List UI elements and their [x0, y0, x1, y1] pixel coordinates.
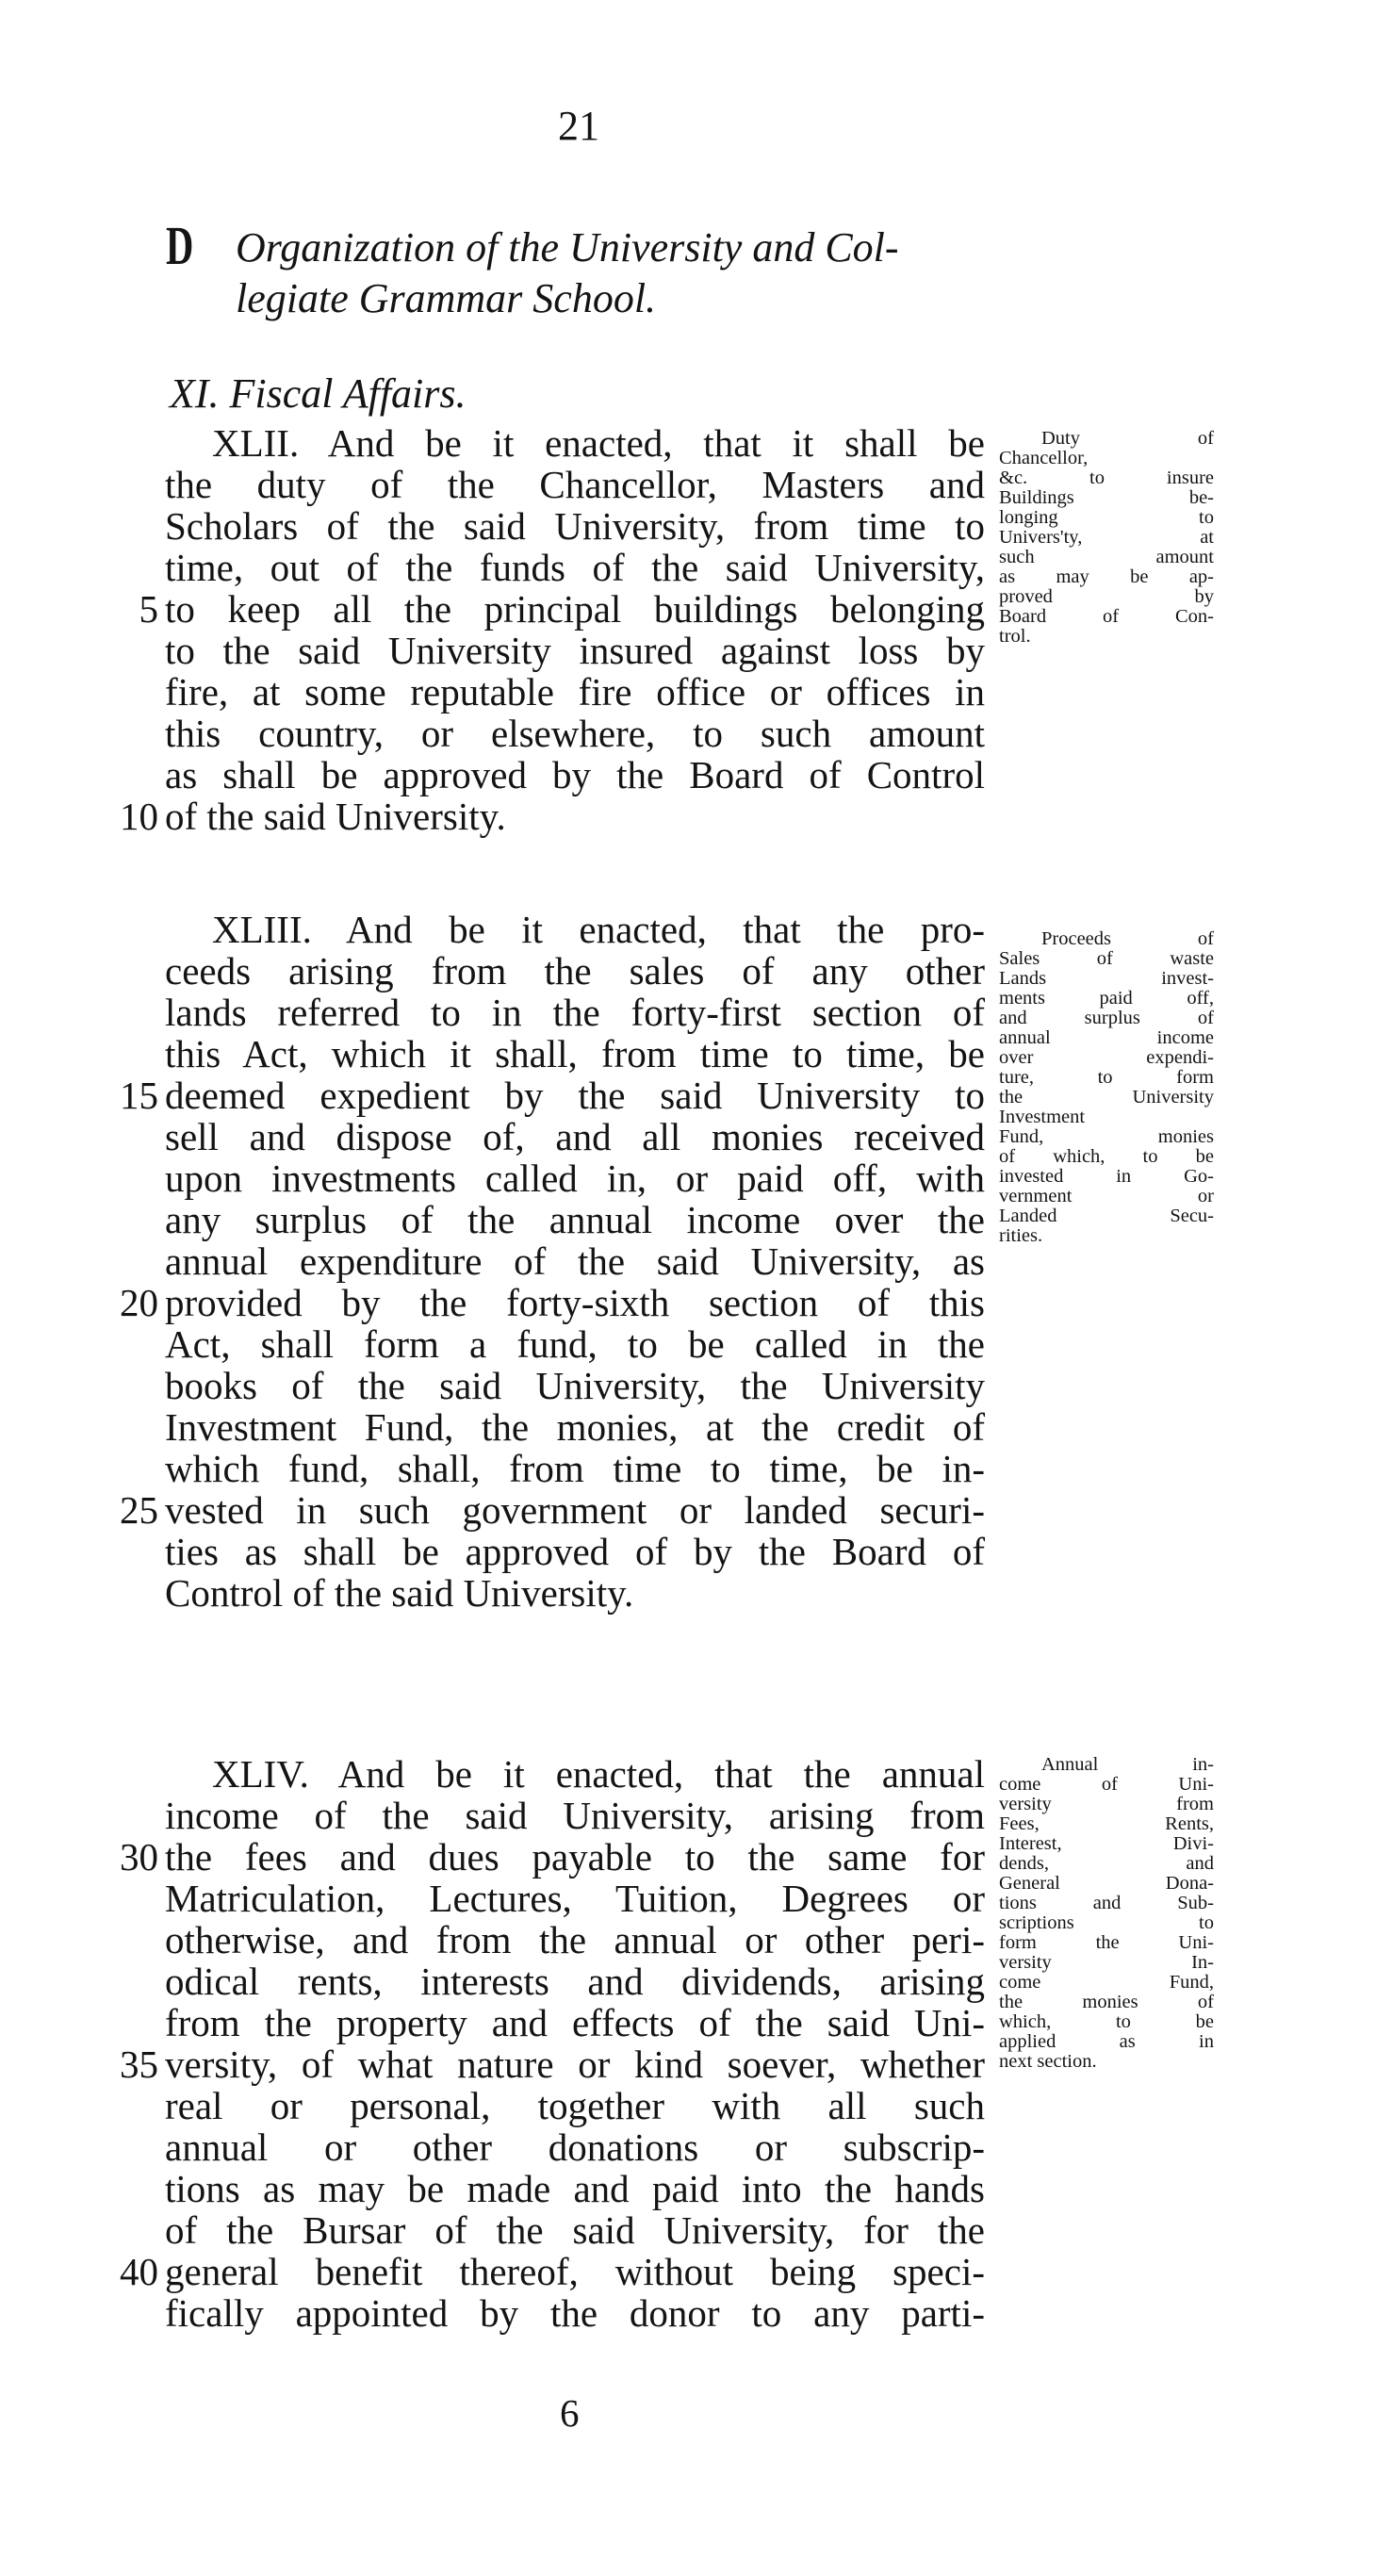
- page-number: 21: [558, 103, 599, 149]
- line-number: 40: [120, 2250, 158, 2293]
- text-line: Matriculation, Lectures, Tuition, Degrees or: [165, 1877, 985, 1920]
- heading-line-2: legiate Grammar School.: [236, 275, 657, 321]
- text-line: Investment Fund, the monies, at the credit of: [165, 1405, 985, 1449]
- text-line: XLIV. And be it enacted, that the annual: [212, 1752, 985, 1796]
- margin-note-line: Board of Con-: [999, 606, 1214, 627]
- margin-note-line: next section.: [999, 2051, 1097, 2072]
- margin-note-line: dends, and: [999, 1853, 1214, 1874]
- text-line: sell and dispose of, and all monies received: [165, 1115, 985, 1158]
- text-line: upon investments called in, or paid off, with: [165, 1157, 985, 1200]
- margin-note-line: Lands invest-: [999, 968, 1214, 989]
- text-line: the duty of the Chancellor, Masters and: [165, 463, 985, 506]
- text-line: to the said University insured against loss by: [165, 629, 985, 672]
- text-line: tions as may be made and paid into the hands: [165, 2167, 985, 2210]
- text-line: which fund, shall, from time to time, be in-: [165, 1447, 985, 1490]
- margin-note-line: versity In-: [999, 1952, 1214, 1973]
- line-number: 30: [120, 1835, 158, 1879]
- subheading: XI. Fiscal Affairs.: [170, 370, 467, 417]
- text-line: real or personal, together with all such: [165, 2084, 985, 2127]
- text-line: fire, at some reputable fire office or offices in: [165, 670, 985, 714]
- margin-note-line: Sales of waste: [999, 948, 1214, 969]
- heading-division-letter: D: [166, 215, 194, 276]
- margin-note-line: such amount: [999, 547, 1214, 567]
- line-number: 25: [120, 1488, 158, 1532]
- margin-note-line: Duty of: [1041, 428, 1214, 449]
- margin-note-line: of which, to be: [999, 1146, 1214, 1167]
- margin-note-line: Chancellor,: [999, 448, 1089, 468]
- margin-note-line: over expendi-: [999, 1047, 1214, 1068]
- margin-note-line: rities.: [999, 1225, 1043, 1246]
- text-line: income of the said University, arising from: [165, 1794, 985, 1837]
- text-line: XLIII. And be it enacted, that the pro-: [212, 908, 985, 951]
- margin-note-line: &c. to insure: [999, 468, 1214, 488]
- text-line: vested in such government or landed securi-: [165, 1488, 985, 1532]
- margin-note-line: General Dona-: [999, 1873, 1214, 1894]
- text-line: deemed expedient by the said University to: [165, 1074, 985, 1117]
- margin-note-line: trol.: [999, 626, 1031, 647]
- margin-note-line: scriptions to: [999, 1912, 1214, 1933]
- signature-mark: 6: [560, 2391, 580, 2435]
- line-number: 10: [120, 795, 158, 838]
- text-line: fically appointed by the donor to any parti-: [165, 2291, 985, 2335]
- margin-note-line: Investment: [999, 1107, 1086, 1127]
- text-line: annual expenditure of the said University, as: [165, 1239, 985, 1283]
- margin-note-line: proved by: [999, 586, 1214, 607]
- text-line: ties as shall be approved of by the Board of: [165, 1530, 985, 1573]
- text-line: books of the said University, the University: [165, 1364, 985, 1407]
- text-line: time, out of the funds of the said University,: [165, 546, 985, 589]
- text-line: otherwise, and from the annual or other peri-: [165, 1918, 985, 1961]
- text-line: this country, or elsewhere, to such amount: [165, 712, 985, 755]
- text-line: provided by the forty-sixth section of this: [165, 1281, 985, 1324]
- text-line: Scholars of the said University, from time to: [165, 504, 985, 548]
- line-number: 20: [120, 1281, 158, 1324]
- margin-note-line: Fees, Rents,: [999, 1813, 1214, 1834]
- margin-note-line: come of Uni-: [999, 1774, 1214, 1795]
- text-line: versity, of what nature or kind soever, whether: [165, 2043, 985, 2086]
- line-number: 5: [139, 587, 158, 631]
- text-line: XLII. And be it enacted, that it shall be: [212, 421, 985, 465]
- margin-note-line: as may be ap-: [999, 566, 1214, 587]
- margin-note-line: Buildings be-: [999, 487, 1214, 508]
- line-number: 35: [120, 2043, 158, 2086]
- text-line: odical rents, interests and dividends, arising: [165, 1960, 985, 2003]
- margin-note-line: Annual in-: [1041, 1754, 1214, 1775]
- text-line: lands referred to in the forty-first section of: [165, 991, 985, 1034]
- margin-note-line: ments paid off,: [999, 988, 1214, 1009]
- margin-note-line: come Fund,: [999, 1972, 1214, 1993]
- text-line: general benefit thereof, without being speci-: [165, 2250, 985, 2293]
- margin-note-line: Fund, monies: [999, 1126, 1214, 1147]
- margin-note-line: form the Uni-: [999, 1932, 1214, 1953]
- margin-note-line: vernment or: [999, 1186, 1214, 1206]
- text-line: Act, shall form a fund, to be called in the: [165, 1322, 985, 1366]
- margin-note-line: ture, to form: [999, 1067, 1214, 1088]
- text-line: of the said University.: [165, 795, 506, 838]
- text-line: ceeds arising from the sales of any other: [165, 949, 985, 993]
- margin-note-line: annual income: [999, 1027, 1214, 1048]
- heading-line-1: Organization of the University and Col-: [236, 224, 899, 271]
- text-line: of the Bursar of the said University, for the: [165, 2208, 985, 2252]
- margin-note-line: the monies of: [999, 1992, 1214, 2012]
- margin-note-line: Univers'ty, at: [999, 527, 1214, 548]
- text-line: to keep all the principal buildings belonging: [165, 587, 985, 631]
- text-line: the fees and dues payable to the same for: [165, 1835, 985, 1879]
- text-line: this Act, which it shall, from time to time, be: [165, 1032, 985, 1075]
- text-line: from the property and effects of the said Uni-: [165, 2001, 985, 2044]
- margin-note-line: and surplus of: [999, 1008, 1214, 1028]
- margin-note-line: applied as in: [999, 2031, 1214, 2052]
- text-line: Control of the said University.: [165, 1571, 634, 1615]
- text-line: as shall be approved by the Board of Control: [165, 753, 985, 796]
- margin-note-line: Proceeds of: [1041, 928, 1214, 949]
- text-line: annual or other donations or subscrip-: [165, 2125, 985, 2169]
- margin-note-line: which, to be: [999, 2011, 1214, 2032]
- line-number: 15: [120, 1074, 158, 1117]
- margin-note-line: versity from: [999, 1794, 1214, 1814]
- margin-note-line: invested in Go-: [999, 1166, 1214, 1187]
- margin-note-line: longing to: [999, 507, 1214, 528]
- margin-note-line: Interest, Divi-: [999, 1833, 1214, 1854]
- margin-note-line: Landed Secu-: [999, 1206, 1214, 1226]
- margin-note-line: tions and Sub-: [999, 1893, 1214, 1913]
- text-line: any surplus of the annual income over the: [165, 1198, 985, 1241]
- margin-note-line: the University: [999, 1087, 1214, 1108]
